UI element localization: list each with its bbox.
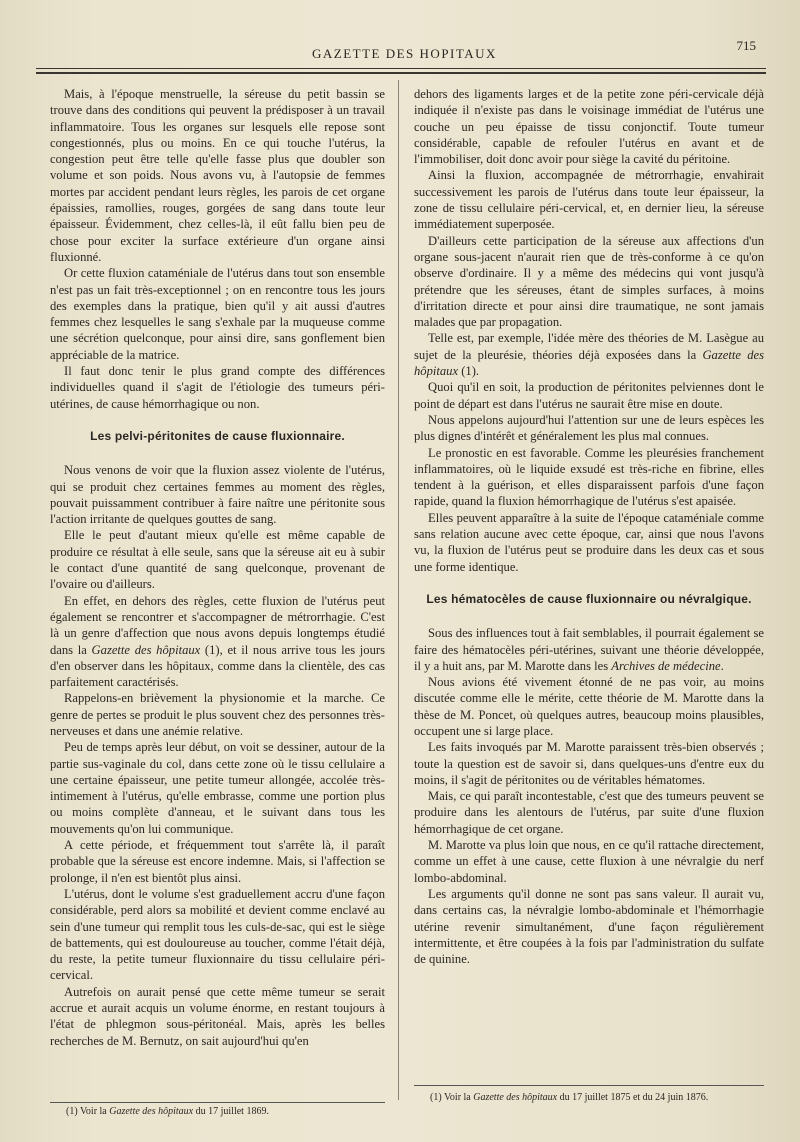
paragraph [414,625,764,674]
text-run: du 17 juillet 1875 et du 24 juin 1876. [557,1092,709,1103]
section-heading: Les hématocèles de cause fluxionnaire ou névralgique. [426,591,752,606]
paragraph: L'utérus, dont le volume s'est graduellement accru d'une façon considérable, perd alors sa mobilité et devient comme enclavé au sein d'une tumeur qui remplit tous les culs-de-sac, qui est le siège de battements, qui est douloureuse au toucher, comme l'était déjà, du reste, la petite tumeur fluxionnaire du tissu cellulaire péri-cervical. [50,886,385,983]
header-rule-thick [36,72,766,74]
text-run: (1), et il nous arrive tous les jours d'en observer dans les hôpitaux, comme dans la clientèle, des cas parfaitement caractérisés. [50,642,385,690]
paragraph: Rappelons-en brièvement la physionomie et la marche. Ce genre de pertes se produit le plus souvent chez des personnes très-nerveuses et dans une anémie relative. [50,691,385,738]
header-rule-thin [36,68,766,69]
footnote-left [66,1106,269,1117]
paragraph [50,593,385,691]
text-run: . [720,658,724,673]
paragraph: dehors des ligaments larges et de la petite zone péri-cervicale déjà indiquée il n'existe pas dans le voisinage immédiat de l'utérus une couche un peu épaisse de tissu conjonctif. Toute tumeur considérable, capable de refouler l'utérus en avant et de l'immobiliser, doit donc avoir pour siège la cavité du péritoine. [414,87,764,167]
paragraph: Les arguments qu'il donne ne sont pas sans valeur. Il aurait vu, dans certains cas, la névralgie lombo-abdominale et l'hémorrhagie utérine revenir simultanément, d'une façon régulièrement intermittente, et être coupées à la fois par l'administration du sulfate de quinine. [414,886,764,967]
footnote-rule-right [414,1085,764,1086]
text-run: (1) Voir la [66,1106,110,1117]
page-header [0,38,800,64]
journal-title: GAZETTE DES HOPITAUX [312,46,497,61]
paragraph: Ainsi la fluxion, accompagnée de métrorrhagie, envahirait successivement les parois de l'utérus dans toute leur épaisseur, la zone de tissu cellulaire péri-cervical, et, en dernier lieu, la séreuse immédiatement superposée. [414,168,764,232]
paragraph: Nous venons de voir que la fluxion assez violente de l'utérus, qui se produit chez certaines femmes au moment des règles, pouvait puissamment contribuer à faire naître une péritonite sous l'action irritante de quelques gouttes de sang. [50,463,385,527]
paragraph: Or cette fluxion cataméniale de l'utérus dans tout son ensemble n'est pas un fait très-exceptionnel ; on en rencontre tous les jours des exemples dans la pratique, bien qu'il y ait aussi d'autres femmes chez lesquelles le sang s'exhale par la muqueuse comme une sécrétion quelconque, pour ainsi dire, sans gonflement bien appréciable de la matrice. [50,266,385,362]
paragraph: Quoi qu'il en soit, la production de péritonites pelviennes dont le point de départ est dans l'utérus ne saurait être mise en doute. [414,380,764,411]
paragraph: Les faits invoqués par M. Marotte paraissent très-bien observés ; toute la question est de savoir si, dans quelques-uns d'entre eux du moins, il s'agit de péritonites ou de véritables hématomes. [414,740,764,787]
left-column [50,86,385,1049]
journal-citation: Gazette des hôpitaux [473,1092,558,1103]
journal-citation: Gazette des hôpitaux [109,1106,194,1117]
journal-citation: Archives de médecine [611,658,721,673]
paragraph: Nous appelons aujourd'hui l'attention sur une de leurs espèces les plus dignes d'intérêt et généralement les plus mal connues. [414,412,764,444]
right-column [414,86,764,967]
text-run: (1) Voir la [430,1092,474,1103]
page-number: 715 [736,38,756,53]
paragraph: Le pronostic en est favorable. Comme les pleurésies franchement inflammatoires, où le liquide exsudé est très-riche en fibrine, elles tendent à la guérison, et elles disparaissent parfois d'une façon rapide, quand la fluxion hémorrhagique de l'utérus s'est apaisée. [414,445,764,509]
paragraph: Mais, ce qui paraît incontestable, c'est que des tumeurs peuvent se produire dans les alentours de l'utérus, par suite d'une fluxion hémorrhagique de cet organe. [414,789,764,836]
text-run: (1). [458,364,480,379]
journal-citation: Gazette des hôpitaux [91,642,201,657]
section-heading: Les pelvi-péritonites de cause fluxionnaire. [90,428,345,443]
paragraph [414,330,764,379]
journal-citation: Gazette des hôpitaux [414,347,764,379]
paragraph: Peu de temps après leur début, on voit se dessiner, autour de la partie sus-vaginale du col, dans cette zone où le tissu cellulaire a une certaine épaisseur, une petite tumeur allongée, accolée très-intimement à l'utérus, qu'elle embrasse, comme une portion plus ou moins complète d'anneau, et le suivant dans tous les mouvements qu'on lui communique. [50,740,385,836]
paragraph: M. Marotte va plus loin que nous, en ce qu'il rattache directement, comme un effet à une cause, cette fluxion à une névralgie du nerf lombo-abdominal. [414,838,764,885]
paragraph: Il faut donc tenir le plus grand compte des différences individuelles quand il s'agit de l'étiologie des tumeurs péri-utérines, de cause hémorrhagique ou non. [50,364,385,411]
text-run: du 17 juillet 1869. [193,1106,269,1117]
paragraph: Mais, à l'époque menstruelle, la séreuse du petit bassin se trouve dans des conditions qui peuvent la prédisposer à un travail inflammatoire. Tous les organes sur lesquels elle repose sont congestionnés, plus ou moins. En ce qui touche l'utérus, la congestion peut être telle qu'elle fasse plus que doubler son volume et son poids. Nous avons vu, à l'autopsie de femmes mortes par accident pendant leurs règles, les parois de cet organe épaissies, ramollies, rouges, gorgées de sang dans toute leur épaisseur. Évidemment, chez celles-là, il eût fallu bien peu de chose pour exciter la surface extérieure d'un organe ainsi fluxionné. [50,87,385,264]
paragraph: A cette période, et fréquemment tout s'arrête là, il paraît probable que la séreuse est encore indemne. Mais, si l'affection se prolonge, il n'en est bientôt plus ainsi. [50,838,385,885]
text-run: Telle est, par exemple, l'idée mère des théories de M. Lasègue au sujet de la pleurésie, théories déjà exposées dans la [414,331,764,362]
paragraph: Autrefois on aurait pensé que cette même tumeur se serait accrue et aurait acquis un volume énorme, en restant toujours à l'état de phlegmon sous-péritonéal. Mais, après les belles recherches de M. Bernutz, on sait aujourd'hui qu'en [50,984,385,1048]
text-run: Sous des influences tout à fait semblables, il pourrait également se faire des hématocèles péri-utérines, suivant une théorie développée, il y a huit ans, par M. Marotte dans les [414,626,764,673]
column-divider [398,80,399,1100]
paragraph: Elle le peut d'autant mieux qu'elle est même capable de produire ce résultat à elle seule, sans que la séreuse ait eu à subir le contact d'une quantité de sang quelconque, provenant de l'ovaire ou d'ailleurs. [50,528,385,592]
paragraph: Elles peuvent apparaître à la suite de l'époque cataméniale comme sans relation aucune avec cette époque, car, ainsi que nous l'avons vu, la fluxion de l'utérus peut se produire dans les deux cas et sous une forme identique. [414,510,764,574]
paragraph: D'ailleurs cette participation de la séreuse aux affections d'un organe sous-jacent n'aurait rien que de très-conforme à ce qu'on observe d'ordinaire. Il y a même des médecins qui vont jusqu'à prétendre que les séreuses, étant de simples surfaces, à moins d'irritation directe et pour ainsi dire traumatique, ne sont jamais malades que par propagation. [414,233,764,330]
footnote-right [430,1092,708,1103]
paragraph: Nous avions été vivement étonné de ne pas voir, au moins discutée comme elle le mérite, cette théorie de M. Marotte dans la thèse de M. Poncet, où quelques autres, beaucoup moins plausibles, occupent une si large place. [414,675,764,738]
footnote-rule-left [50,1102,385,1103]
text-run: En effet, en dehors des règles, cette fluxion de l'utérus peut également se rencontrer et s'accompagner de métrorrhagie. C'est là un genre d'affection que nous avons depuis longtemps étudié dans la [50,593,385,657]
